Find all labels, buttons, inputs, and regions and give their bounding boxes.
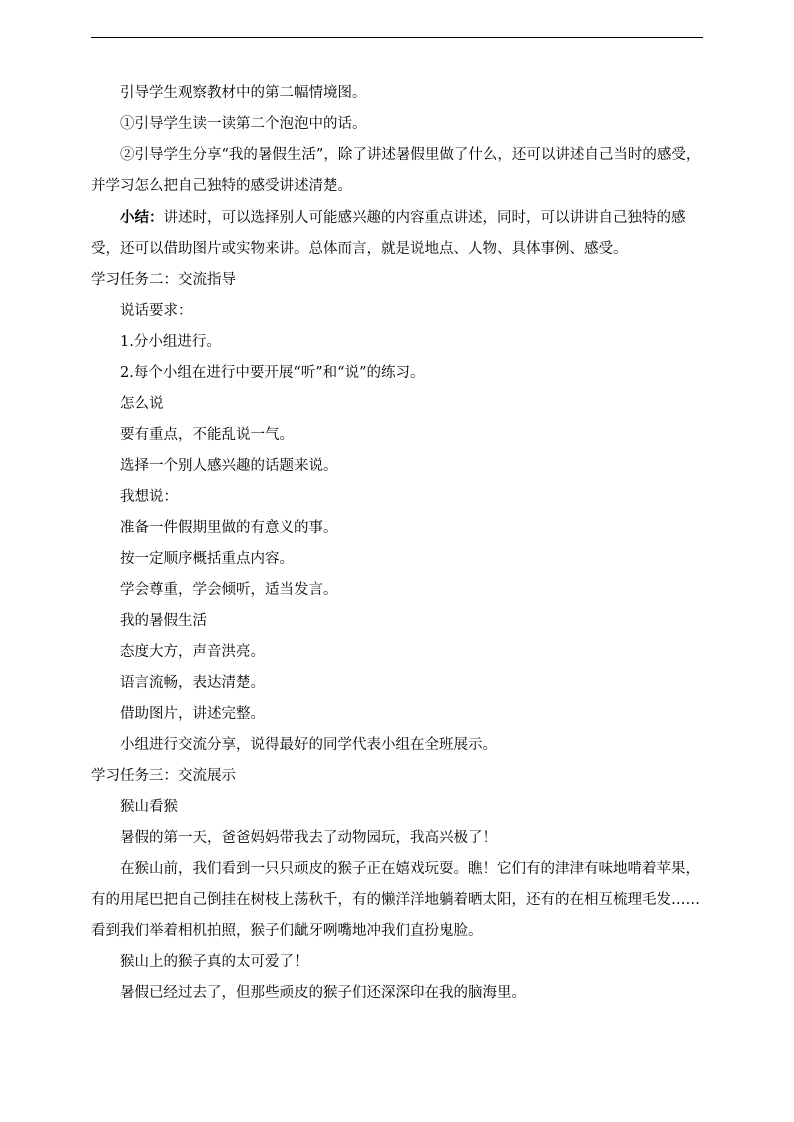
paragraph-share-summer: ②引导学生分享“我的暑假生活”，除了讲述暑假里做了什么，还可以讲述自己当时的感受，并学习怎么把自己独特的感受讲述清楚。 [91, 147, 701, 194]
section-heading-task-two: 学习任务二：交流指导 [91, 272, 236, 288]
paragraph-my-summer: 我的暑假生活 [120, 613, 207, 629]
list-item: 选择一个别人感兴趣的话题来说。 [120, 458, 338, 474]
summary-text: 讲述时，可以选择别人可能感兴趣的内容重点讲述，同时，可以讲讲自己独特的感受，还可以借助图片或实物来讲。总体而言，就是说地点、人物、具体事例、感受。 [91, 210, 686, 257]
list-item: 学会尊重，学会倾听，适当发言。 [120, 582, 338, 598]
essay-title: 猴山看猴 [120, 799, 178, 815]
list-item: 1.分小组进行。 [120, 334, 221, 350]
list-item: 准备一件假期里做的有意义的事。 [120, 520, 338, 536]
document-body [91, 78, 703, 1009]
paragraph-observe-figure: 引导学生观察教材中的第二幅情境图。 [120, 85, 367, 101]
paragraph-summary [91, 202, 703, 265]
list-item: 借助图片，讲述完整。 [120, 706, 265, 722]
essay-paragraph: 暑假的第一天，爸爸妈妈带我去了动物园玩，我高兴极了！ [120, 830, 497, 846]
essay-paragraph: 猴山上的猴子真的太可爱了！ [120, 954, 309, 970]
essay-paragraph: 暑假已经过去了，但那些顽皮的猴子们还深深印在我的脑海里。 [120, 985, 526, 1001]
paragraph-i-want-to-say: 我想说： [120, 489, 178, 505]
paragraph-how-to-speak: 怎么说 [120, 396, 164, 412]
list-item: 2.每个小组在进行中要开展“听”和“说”的练习。 [120, 365, 425, 381]
list-item: 按一定顺序概括重点内容。 [120, 551, 294, 567]
list-item: 语言流畅，表达清楚。 [120, 675, 265, 691]
paragraph-group-share: 小组进行交流分享，说得最好的同学代表小组在全班展示。 [120, 737, 497, 753]
header-rule [91, 37, 703, 38]
section-heading-task-three: 学习任务三：交流展示 [91, 768, 236, 784]
list-item: 态度大方，声音洪亮。 [120, 644, 265, 660]
paragraph-speaking-requirements: 说话要求： [120, 303, 193, 319]
summary-label: 小结： [120, 209, 164, 226]
paragraph-read-bubble: ①引导学生读一读第二个泡泡中的话。 [120, 116, 367, 132]
list-item: 要有重点，不能乱说一气。 [120, 427, 294, 443]
essay-paragraph: 在猴山前，我们看到一只只顽皮的猴子正在嬉戏玩耍。瞧！它们有的津津有味地啃着苹果，有的用尾巴把自己倒挂在树枝上荡秋千，有的懒洋洋地躺着晒太阳，还有的在相互梳理毛发……看到我们举着相机拍照，猴子们龇牙咧嘴地冲我们直扮鬼脸。 [91, 861, 700, 939]
